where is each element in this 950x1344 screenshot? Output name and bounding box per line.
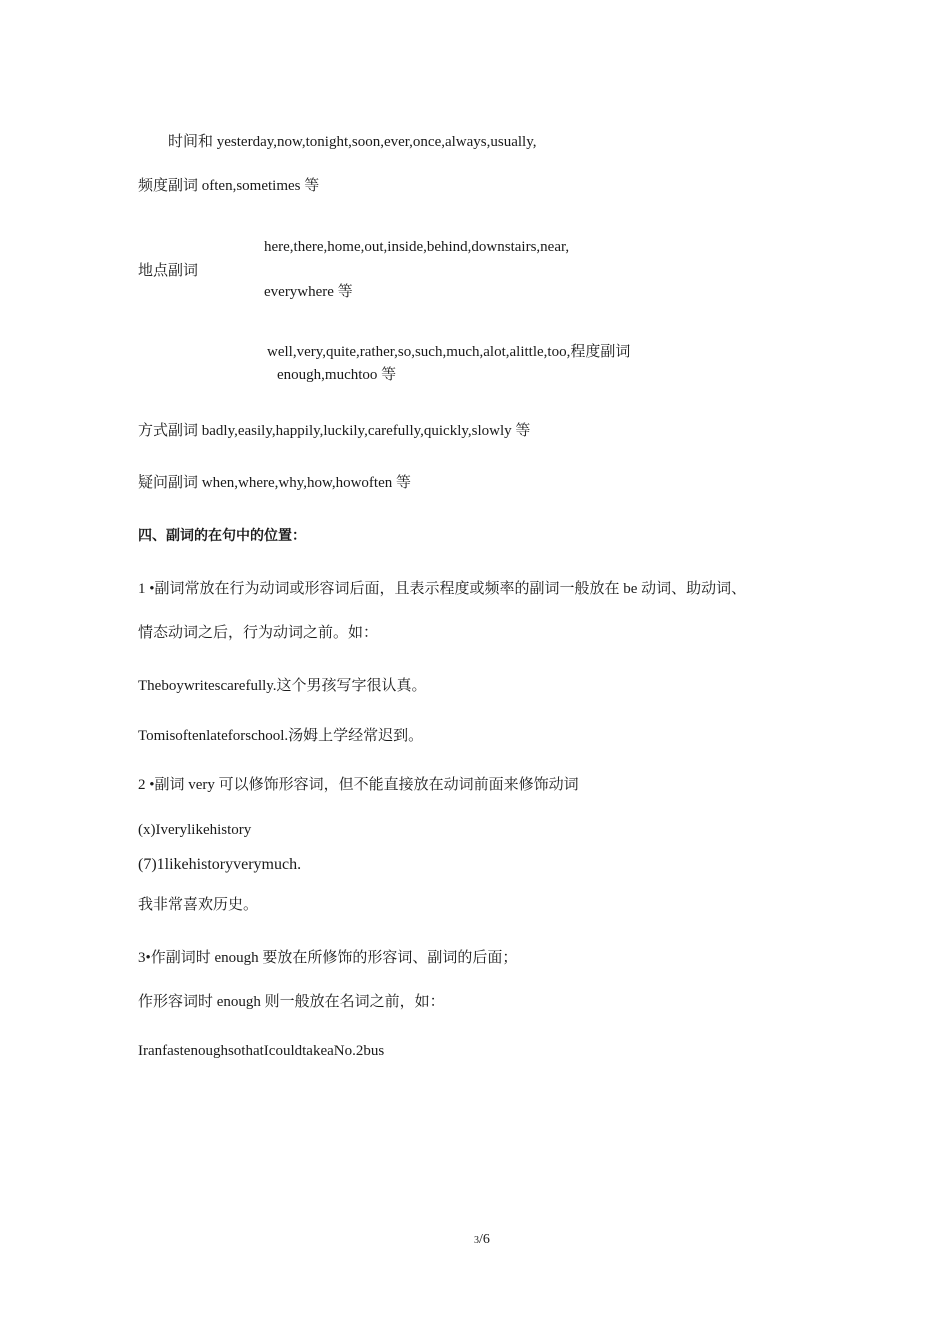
page-number-total: /6: [479, 1232, 490, 1247]
rule-3-line-2: 作形容词时 enough 则一般放在名词之前，如：: [138, 994, 445, 1010]
degree-adverbs-line-2: enough,muchtoo 等: [277, 367, 397, 383]
question-adverbs: 疑问副词 when,where,why,how,howoften 等: [138, 475, 412, 491]
page-number: [474, 1231, 490, 1250]
page-number-current: 3: [474, 1235, 479, 1246]
rule-1-example-1: Theboywritescarefully.这个男孩写字很认真。: [138, 678, 427, 694]
place-adverbs-list-line-2: everywhere 等: [264, 284, 353, 300]
rule-2-wrong-example: (x)Iverylikehistory: [138, 822, 252, 838]
time-adverbs-line-1: 时间和 yesterday,now,tonight,soon,ever,once,always,usually,: [168, 134, 537, 150]
rule-2-right-example: (7)1likehistoryverymuch.: [138, 856, 302, 873]
rule-1-line-1: 1 •副词常放在行为动词或形容词后面，且表示程度或频率的副词一般放在 be 动词、助动词、: [138, 581, 747, 597]
section-heading: 四、副词的在句中的位置：: [138, 528, 306, 544]
manner-adverbs: 方式副词 badly,easily,happily,luckily,carefully,quickly,slowly 等: [138, 423, 531, 439]
rule-2-translation: 我非常喜欢历史。: [138, 897, 259, 913]
rule-1-line-2: 情态动词之后，行为动词之前。如：: [138, 625, 379, 641]
time-adverbs-line-2: 频度副词 often,sometimes 等: [138, 178, 320, 194]
rule-1-example-2: Tomisoftenlateforschool.汤姆上学经常迟到。: [138, 728, 424, 744]
place-adverbs-label: 地点副词: [138, 263, 199, 279]
rule-3-example: IranfastenoughsothatIcouldtakeaNo.2bus: [138, 1043, 385, 1059]
rule-3-line-1: 3•作副词时 enough 要放在所修饰的形容词、副词的后面；: [138, 950, 518, 966]
place-adverbs-list-line-1: here,there,home,out,inside,behind,downstairs,near,: [264, 239, 570, 255]
degree-adverbs-line-1: well,very,quite,rather,so,such,much,alot,alittle,too,程度副词: [267, 344, 631, 360]
rule-2-line-1: 2 •副词 very 可以修饰形容词，但不能直接放在动词前面来修饰动词: [138, 777, 579, 793]
